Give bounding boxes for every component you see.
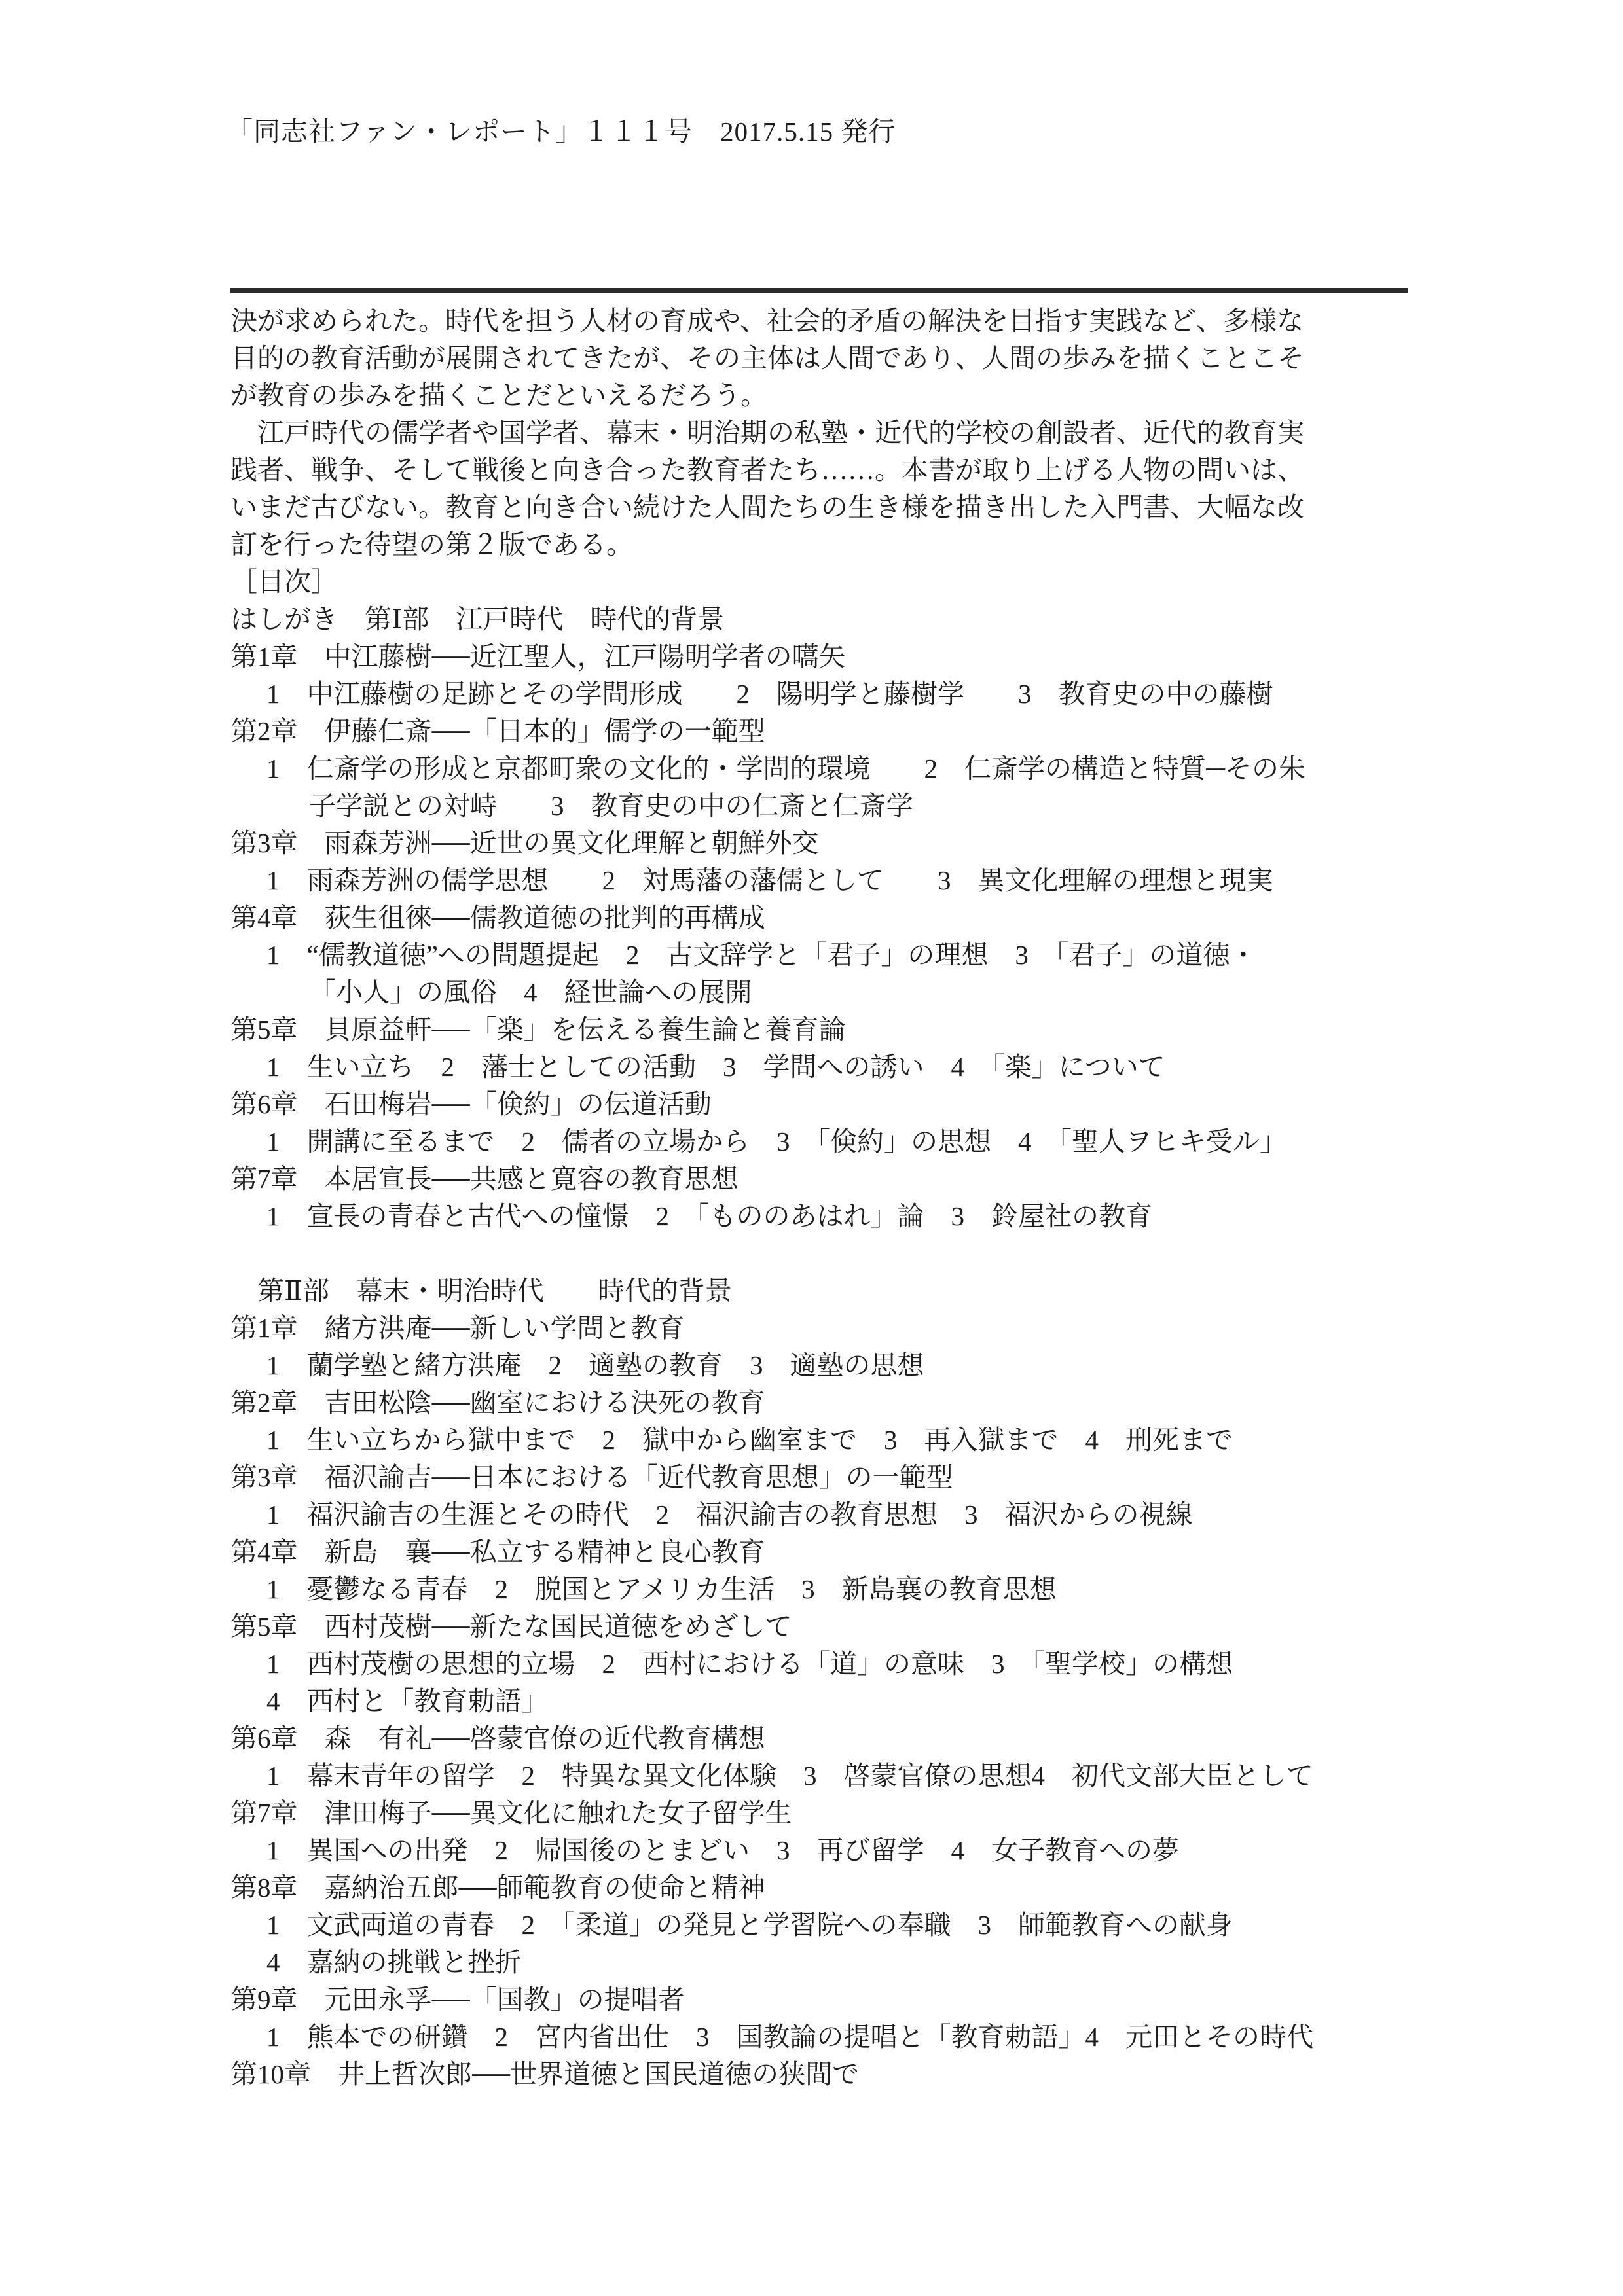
text-line: 第3章 福沢諭吉──日本における「近代教育思想」の一範型 xyxy=(230,1462,953,1492)
text-line: 1 憂鬱なる青春 2 脱国とアメリカ生活 3 新島襄の教育思想 xyxy=(266,1574,1057,1604)
header-divider-rule xyxy=(230,288,1408,293)
text-line: ［目次］ xyxy=(230,567,338,597)
text-line: 1 生い立ち 2 藩士としての活動 3 学問への誘い 4 「楽」について xyxy=(266,1052,1165,1082)
text-line: 第7章 津田梅子──異文化に触れた女子留学生 xyxy=(230,1798,792,1828)
text-line: 4 西村と「教育勅語」 xyxy=(266,1686,549,1716)
text-line: 4 嘉納の挑戦と挫折 xyxy=(266,1947,522,1977)
text-line: 目的の教育活動が展開されてきたが、その主体は人間であり、人間の歩みを描くことこそ xyxy=(230,343,1304,373)
text-line xyxy=(230,1235,1415,1272)
text-line: 第2章 吉田松陰──幽室における決死の教育 xyxy=(230,1388,765,1418)
text-line: 1 開講に至るまで 2 儒者の立場から 3 「倹約」の思想 4 「聖人ヲヒキ受ル」 xyxy=(266,1126,1286,1157)
text-line: 第1章 中江藤樹──近江聖人，江戸陽明学者の嚆矢 xyxy=(230,641,846,672)
text-line: 1 仁斎学の形成と京都町衆の文化的・学問的環境 2 仁斎学の構造と特質─その朱 xyxy=(266,753,1306,783)
text-line: 第3章 雨森芳洲──近世の異文化理解と朝鮮外交 xyxy=(230,828,819,858)
text-line: 1 異国への出発 2 帰国後のとまどい 3 再び留学 4 女子教育への夢 xyxy=(266,1835,1179,1865)
text-line: 1 生い立ちから獄中まで 2 獄中から幽室まで 3 再入獄まで 4 刑死まで xyxy=(266,1425,1233,1455)
text-line: 践者、戦争、そして戦後と向き合った教育者たち……。本書が取り上げる人物の問いは、 xyxy=(230,455,1304,485)
text-line: 第4章 新島 襄──私立する精神と良心教育 xyxy=(230,1537,765,1567)
text-line: 第4章 荻生徂徠──儒教道徳の批判的再構成 xyxy=(230,903,765,933)
text-line: 第6章 石田梅岩──「倹約」の伝道活動 xyxy=(230,1089,712,1119)
text-line: が教育の歩みを描くことだといえるだろう。 xyxy=(230,380,767,410)
text-line: 第2章 伊藤仁斎──「日本的」儒学の一範型 xyxy=(230,716,765,746)
text-line: 第6章 森 有礼──啓蒙官僚の近代教育構想 xyxy=(230,1723,765,1753)
text-line: 第7章 本居宣長──共感と寛容の教育思想 xyxy=(230,1164,739,1194)
text-line: 1 雨森芳洲の儒学思想 2 対馬藩の藩儒として 3 異文化理解の理想と現実 xyxy=(266,865,1273,895)
newsletter-header: 「同志社ファン・レポート」１１１号 2017.5.15 発行 xyxy=(226,117,896,147)
text-line: はしがき 第Ⅰ部 江戸時代 時代的背景 xyxy=(230,604,725,634)
text-line: 1 西村茂樹の思想的立場 2 西村における「道」の意味 3 「聖学校」の構想 xyxy=(266,1649,1233,1679)
text-line: 子学説との対峙 3 教育史の中の仁斎と仁斎学 xyxy=(309,791,913,821)
text-line: 1 幕末青年の留学 2 特異な異文化体験 3 啓蒙官僚の思想4 初代文部大臣として xyxy=(266,1761,1313,1791)
text-line: 第8章 嘉納治五郎──師範教育の使命と精神 xyxy=(230,1873,765,1903)
text-line: 第10章 井上哲次郎──世界道徳と国民道徳の狭間で xyxy=(230,2059,860,2089)
text-line: 第9章 元田永孚──「国教」の提唱者 xyxy=(230,1984,685,2015)
text-line: 1 熊本での研鑽 2 宮内省出仕 3 国教論の提唱と「教育勅語」4 元田とその時代 xyxy=(266,2022,1313,2052)
text-line: 1 蘭学塾と緒方洪庵 2 適塾の教育 3 適塾の思想 xyxy=(266,1350,924,1380)
text-line: 第Ⅱ部 幕末・明治時代 時代的背景 xyxy=(257,1276,732,1306)
toc-body xyxy=(230,302,1415,2093)
text-line: 1 “儒教道徳”への問題提起 2 古文辞学と「君子」の理想 3 「君子」の道徳・ xyxy=(266,940,1257,970)
text-line: 1 福沢諭吉の生涯とその時代 2 福沢諭吉の教育思想 3 福沢からの視線 xyxy=(266,1499,1193,1530)
text-line: 第5章 西村茂樹──新たな国民道徳をめざして xyxy=(230,1611,792,1641)
text-line: 江戸時代の儒学者や国学者、幕末・明治期の私塾・近代的学校の創設者、近代的教育実 xyxy=(257,418,1304,448)
text-line: 1 中江藤樹の足跡とその学問形成 2 陽明学と藤樹学 3 教育史の中の藤樹 xyxy=(266,679,1273,709)
text-line: 1 宣長の青春と古代への憧憬 2 「もののあはれ」論 3 鈴屋社の教育 xyxy=(266,1201,1152,1231)
text-line: 第1章 緒方洪庵──新しい学問と教育 xyxy=(230,1313,685,1343)
text-line: 第5章 貝原益軒──「楽」を伝える養生論と養育論 xyxy=(230,1014,846,1045)
text-line: 訂を行った待望の第２版である。 xyxy=(230,529,633,560)
text-line: 「小人」の風俗 4 経世論への展開 xyxy=(309,977,752,1007)
text-line: いまだ古びない。教育と向き合い続けた人間たちの生き様を描き出した入門書、大幅な改 xyxy=(230,492,1304,522)
text-line: 決が求められた。時代を担う人材の育成や、社会的矛盾の解決を目指す実践など、多様な xyxy=(230,306,1304,336)
text-line: 1 文武両道の青春 2 「柔道」の発見と学習院への奉職 3 師範教育への献身 xyxy=(266,1910,1233,1940)
